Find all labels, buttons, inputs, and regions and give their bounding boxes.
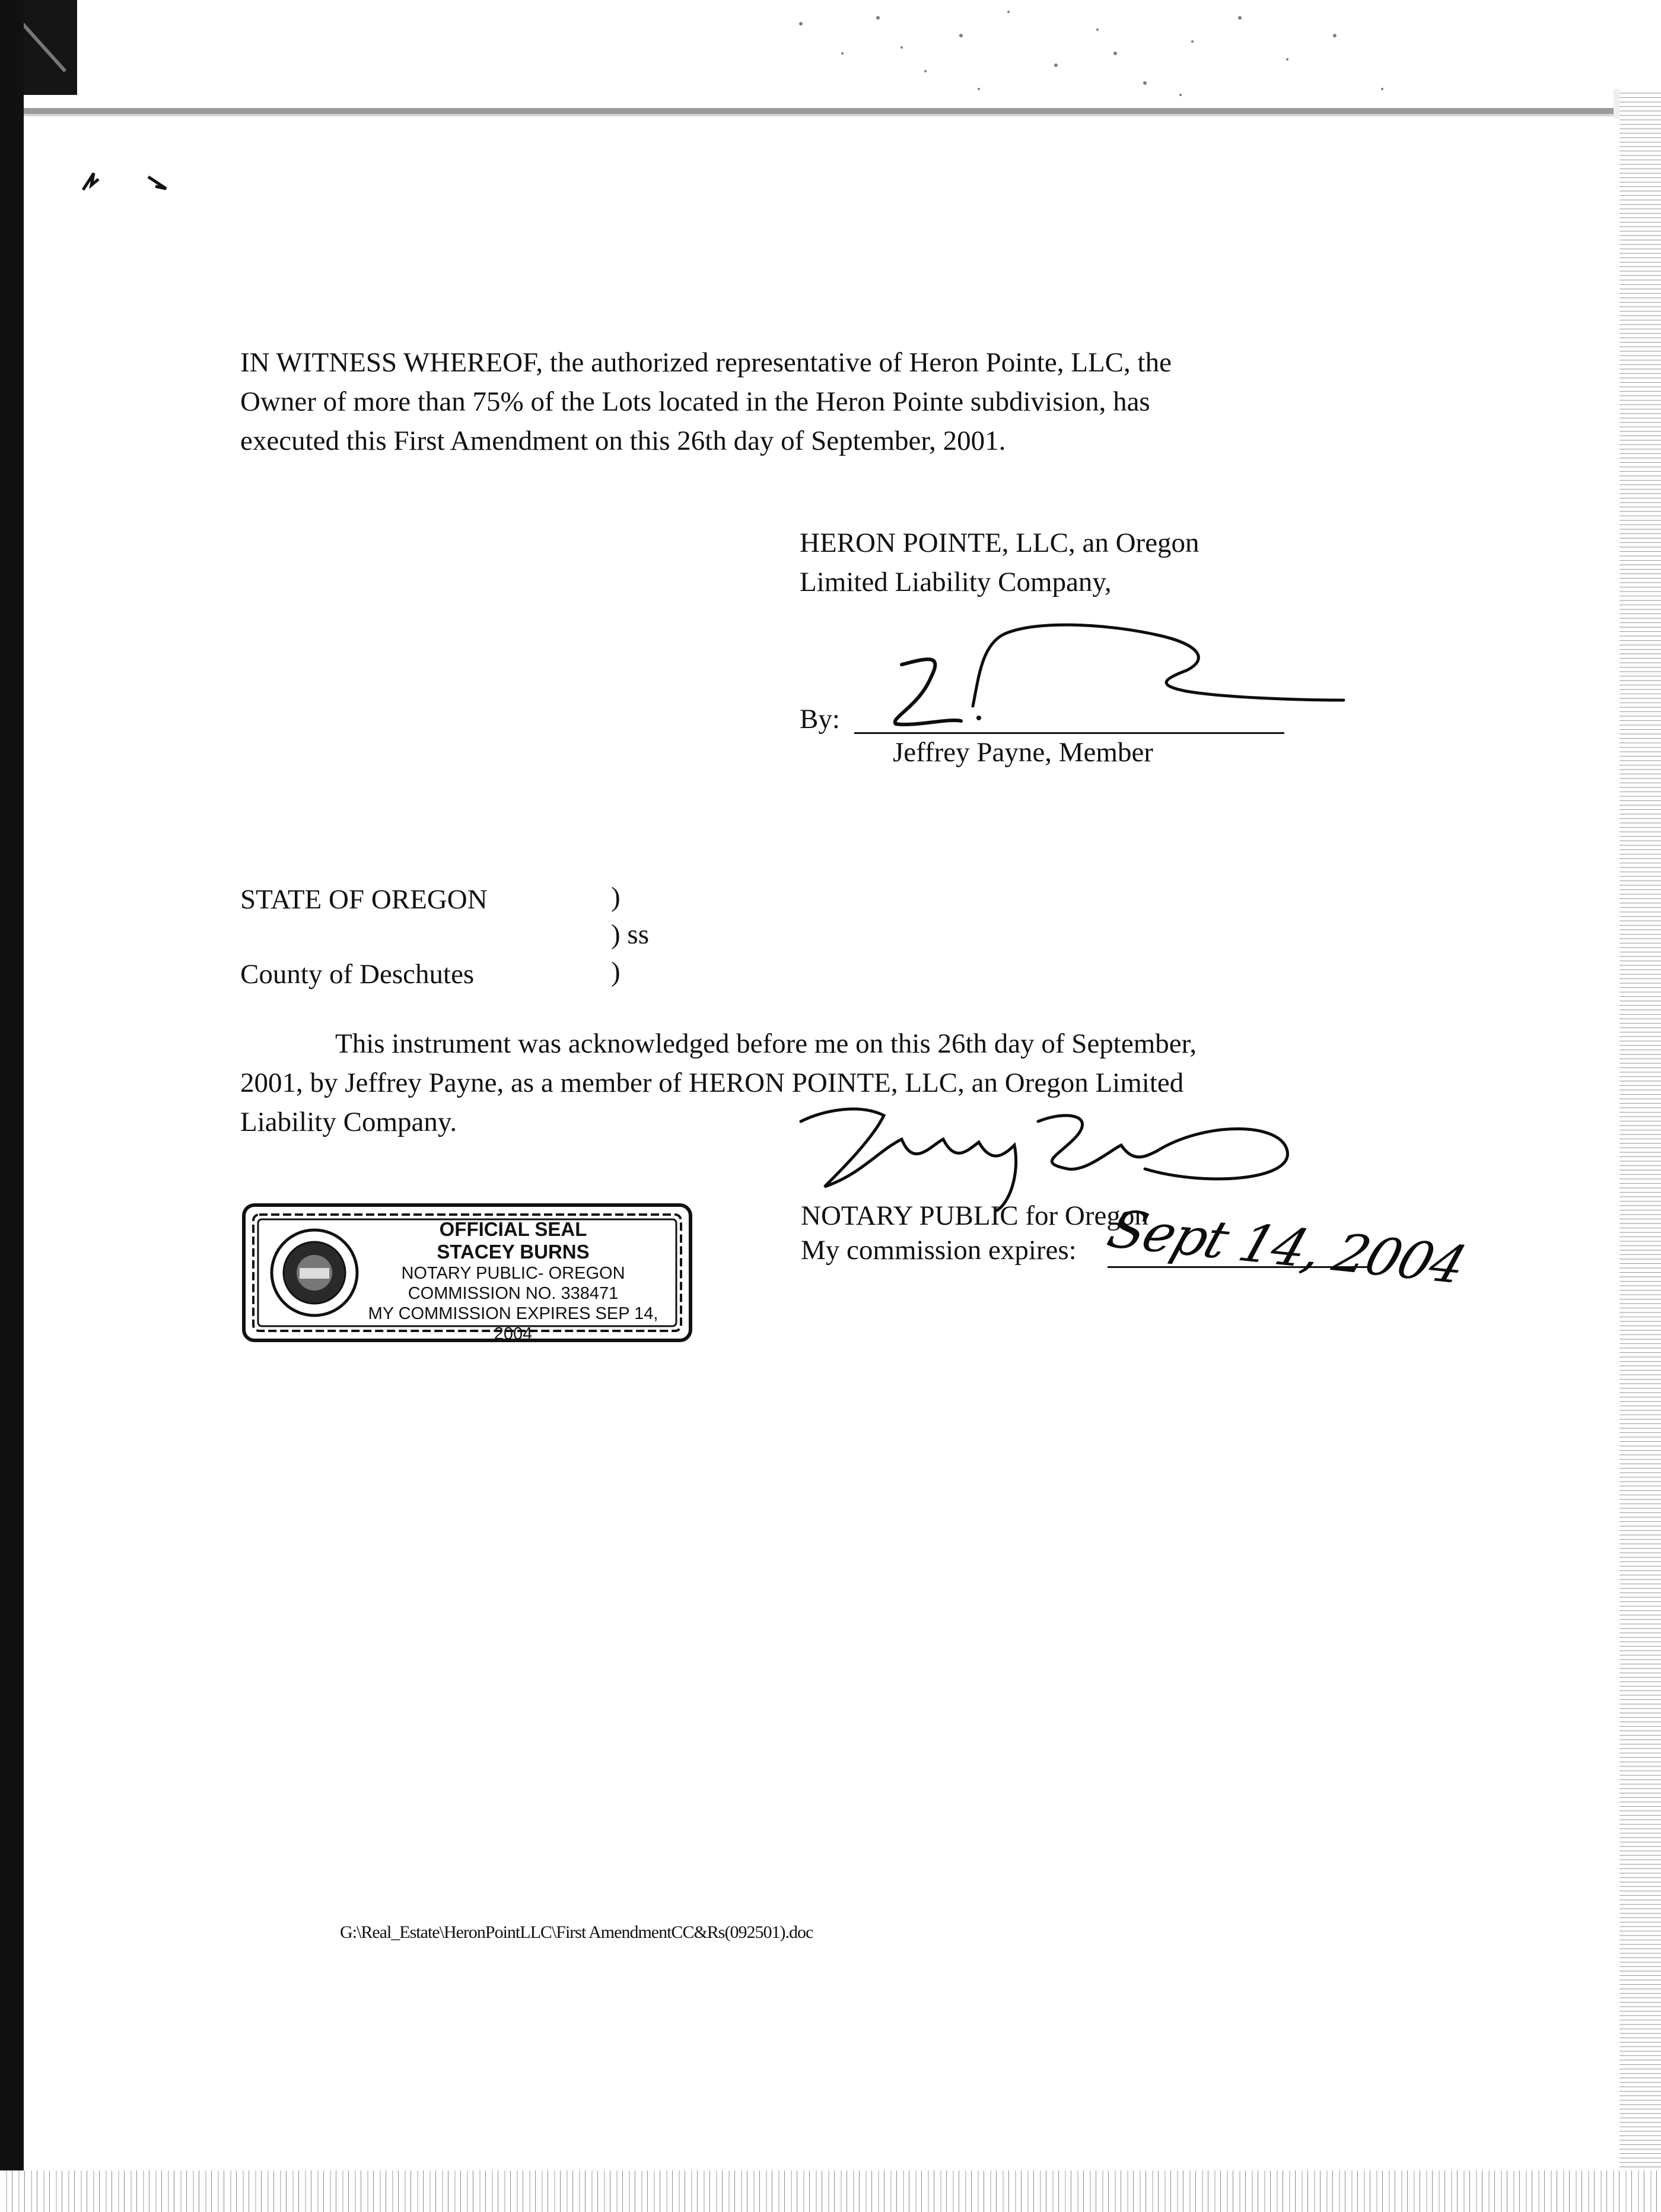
by-label: By: (800, 704, 840, 735)
venue-block (240, 881, 488, 993)
acknowledgment-line: This instrument was acknowledged before me on this 26th day of September, (335, 1028, 1197, 1059)
company-block (800, 523, 1199, 602)
signature-line (854, 732, 1284, 734)
notary-signature (789, 1098, 1299, 1216)
seal-line: MY COMMISSION EXPIRES SEP 14, 2004 (368, 1304, 658, 1343)
signer-name: Jeffrey Payne, Member (893, 737, 1153, 768)
venue-paren: ) (611, 882, 621, 913)
seal-line: STACEY BURNS (437, 1241, 590, 1263)
scan-left-edge (0, 0, 24, 2212)
official-seal-stamp (240, 1202, 694, 1344)
witness-line: executed this First Amendment on this 26th day of September, 2001. (240, 425, 1006, 456)
notary-title: NOTARY PUBLIC for Oregon (801, 1200, 1148, 1231)
commission-label: My commission expires: (801, 1235, 1077, 1266)
scan-right-edge (1619, 89, 1661, 2212)
acknowledgment-line: Liability Company. (240, 1107, 457, 1137)
witness-line: IN WITNESS WHEREOF, the authorized representative of Heron Pointe, LLC, the (240, 347, 1172, 378)
seal-text (359, 1218, 667, 1344)
scan-bottom-edge (0, 2170, 1661, 2212)
commission-date-handwritten: Sept 14, 2004 (1100, 1199, 1473, 1295)
company-line: HERON POINTE, LLC, an Oregon (800, 527, 1199, 558)
witness-clause (240, 343, 1172, 460)
venue-spacer (240, 919, 488, 956)
member-signature (878, 617, 1353, 736)
seal-line: COMMISSION NO. 338471 (408, 1284, 619, 1303)
file-path-footer: G:\Real_Estate\HeronPointLLC\First AmendmentCC&Rs(092501).doc (340, 1922, 813, 1942)
company-line: Limited Liability Company, (800, 567, 1112, 598)
venue-ss: ) ss (611, 919, 649, 950)
seal-line: OFFICIAL SEAL (439, 1218, 587, 1240)
seal-line: NOTARY PUBLIC- OREGON (401, 1264, 625, 1283)
venue-county: County of Deschutes (240, 959, 475, 990)
witness-line: Owner of more than 75% of the Lots located in the Heron Pointe subdivision, has (240, 386, 1150, 417)
scan-speck-marks (77, 166, 178, 202)
venue-state: STATE OF OREGON (240, 884, 488, 915)
acknowledgment-line: 2001, by Jeffrey Payne, as a member of HERON POINTE, LLC, an Oregon Limited (240, 1067, 1184, 1098)
scan-top-edge (0, 0, 1661, 119)
venue-paren: ) (611, 956, 621, 987)
